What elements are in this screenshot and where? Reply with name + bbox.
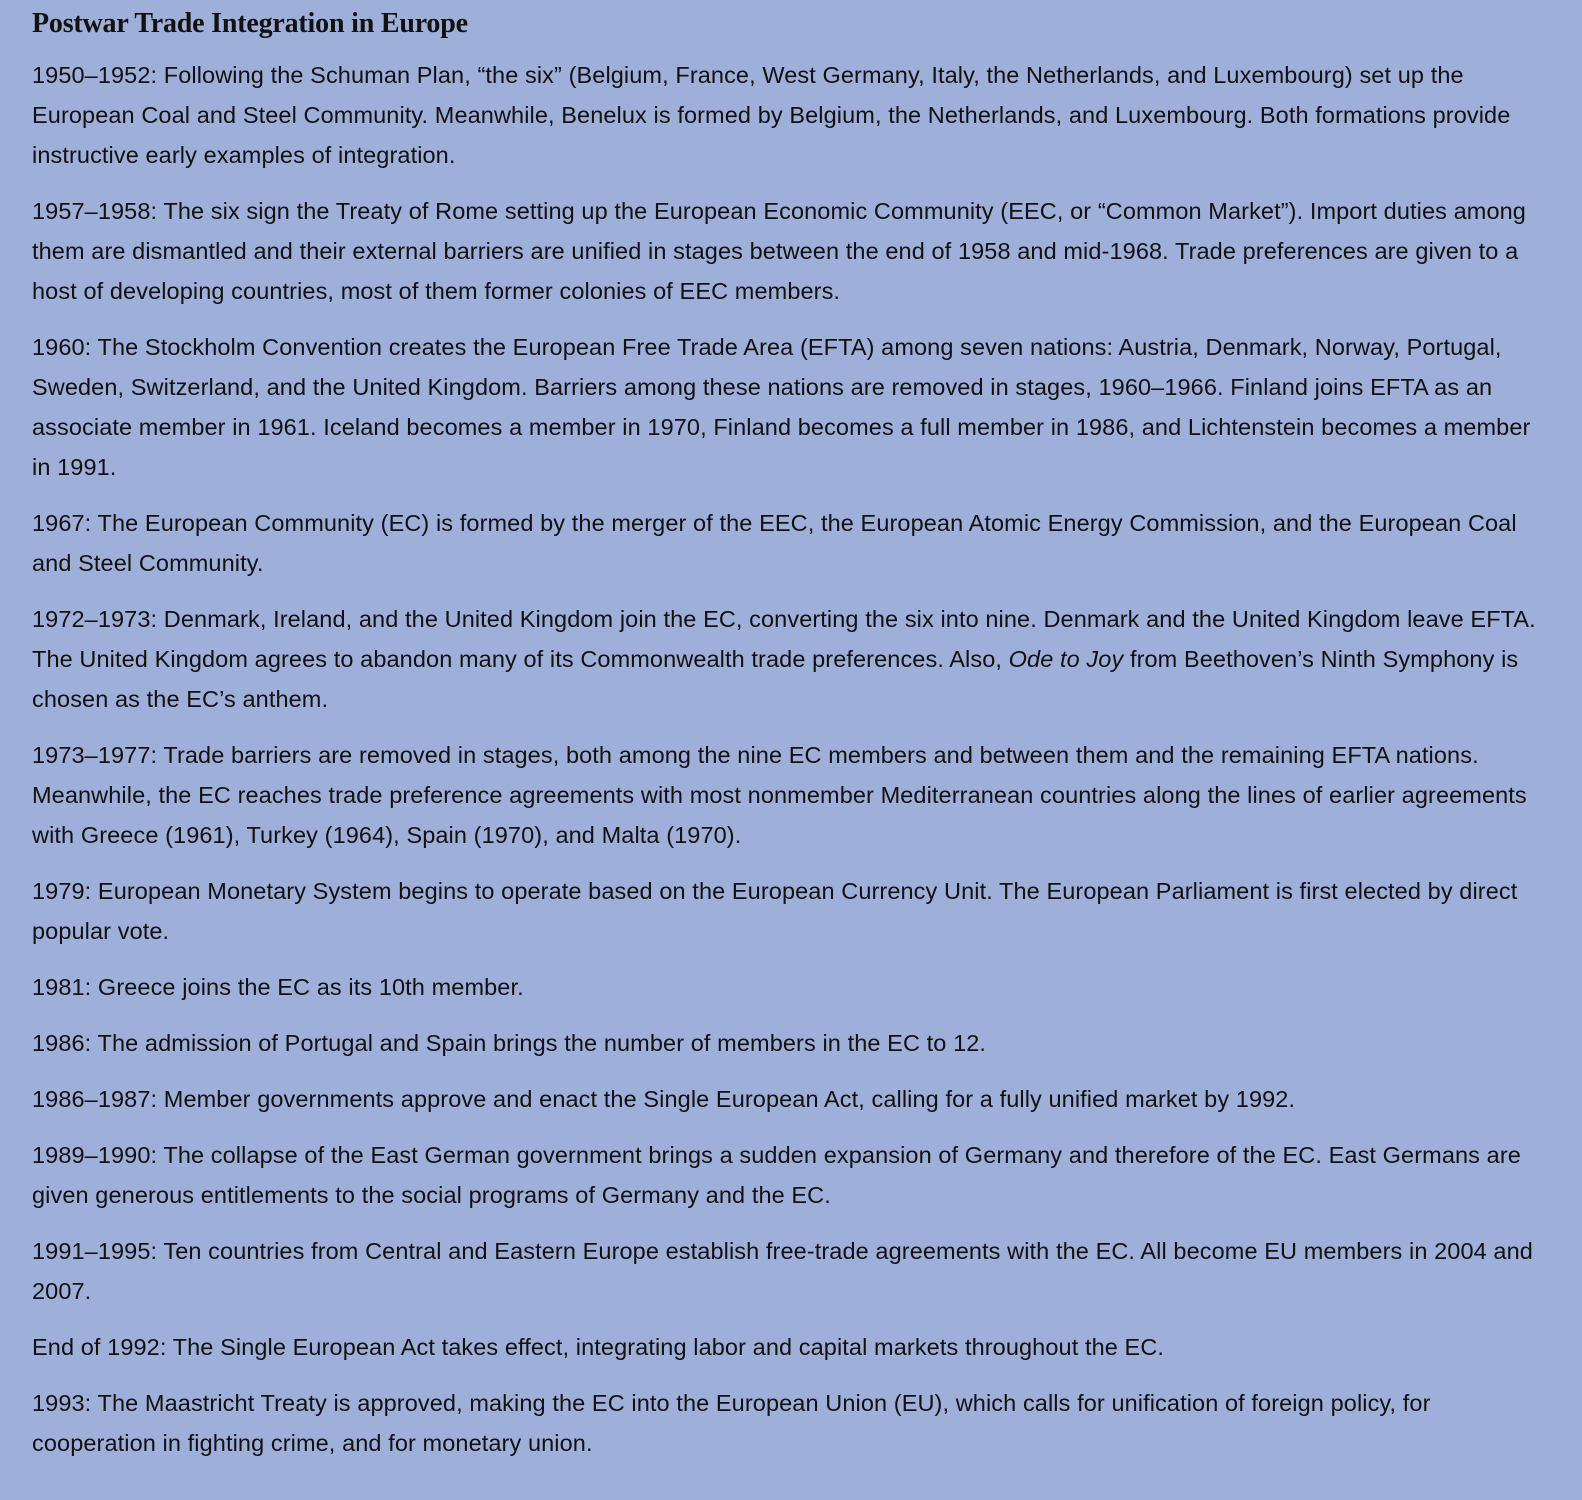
timeline-entry-1986: 1986: The admission of Portugal and Spain brings the number of members in the EC to 12. [32, 1030, 987, 1056]
timeline-entry-1993: 1993: The Maastricht Treaty is approved, making the EC into the European Union (EU), which calls for unification of foreign policy, for cooperation in fighting crime, and for monetary union. [32, 1390, 1431, 1456]
timeline-entry-1973: 1973–1977: Trade barriers are removed in stages, both among the nine EC members and between them and the remaining EFTA nations. Meanwhile, the EC reaches trade preference agreements with most nonmember Mediterranean countries along the lines of earlier agreements with Greece (1961), Turkey (1964), Spain (1970), and Malta (1970). [32, 742, 1527, 848]
timeline-entry-1957: 1957–1958: The six sign the Treaty of Rome setting up the European Economic Community (EEC, or “Common Market”). Import duties among them are dismantled and their external barriers are unified in stages between the end of 1958 and mid-1968. Trade preferences are given to a host of developing countries, most of them former colonies of EEC members. [32, 198, 1526, 304]
anthem-title: Ode to Joy [1008, 646, 1124, 672]
timeline-entry-1972 [32, 599, 1552, 719]
timeline-entry-1979: 1979: European Monetary System begins to operate based on the European Currency Unit. The European Parliament is first elected by direct popular vote. [32, 878, 1518, 944]
timeline-entry-1981: 1981: Greece joins the EC as its 10th member. [32, 974, 524, 1000]
entry-text-after: from Beethoven’s Ninth Symphony is chosen as the EC’s anthem. [32, 646, 1519, 712]
timeline-entry-1967: 1967: The European Community (EC) is formed by the merger of the EEC, the European Atomic Energy Commission, and the European Coal and Steel Community. [32, 510, 1517, 576]
timeline-entry-1950: 1950–1952: Following the Schuman Plan, “the six” (Belgium, France, West Germany, Italy, the Netherlands, and Luxembourg) set up the European Coal and Steel Community. Meanwhile, Benelux is formed by Belgium, the Netherlands, and Luxembourg. Both formations provide instructive early examples of integration. [32, 62, 1511, 168]
timeline-entry-1960: 1960: The Stockholm Convention creates the European Free Trade Area (EFTA) among seven nations: Austria, Denmark, Norway, Portugal, Sweden, Switzerland, and the United Kingdom. Barriers among these nations are removed in stages, 1960–1966. Finland joins EFTA as an associate member in 1961. Iceland becomes a member in 1970, Finland becomes a full member in 1986, and Lichtenstein becomes a member in 1991. [32, 334, 1531, 480]
timeline-entry-1989: 1989–1990: The collapse of the East German government brings a sudden expansion of Germany and therefore of the EC. East Germans are given generous entitlements to the social programs of Germany and the EC. [32, 1142, 1521, 1208]
timeline-entry-1986-1987: 1986–1987: Member governments approve and enact the Single European Act, calling for a fully unified market by 1992. [32, 1086, 1296, 1112]
timeline-entry-1992: End of 1992: The Single European Act takes effect, integrating labor and capital markets throughout the EC. [32, 1334, 1165, 1360]
page-title: Postwar Trade Integration in Europe [32, 8, 468, 39]
entry-text-before: 1972–1973: Denmark, Ireland, and the United Kingdom join the EC, converting the six into nine. Denmark and the United Kingdom leave EFTA. The United Kingdom agrees to abandon many of its Commonwealth trade preferences. Also, [32, 606, 1536, 672]
timeline-entry-1991: 1991–1995: Ten countries from Central and Eastern Europe establish free-trade agreements with the EC. All become EU members in 2004 and 2007. [32, 1238, 1533, 1304]
